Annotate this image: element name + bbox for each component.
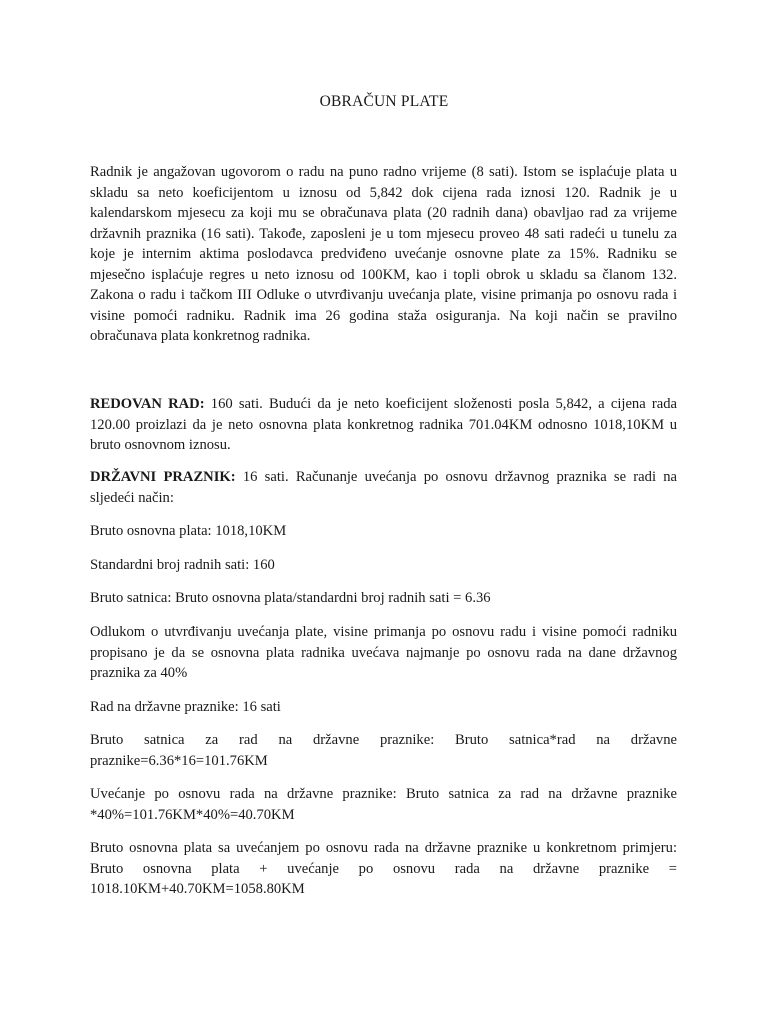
satnica-praznike-paragraph: Bruto satnica za rad na državne praznike: Bruto satnica*rad na državne praznike=6.36*16=101.76KM	[90, 732, 677, 769]
rad-na-praznike-line: Rad na državne praznike: 16 sati	[90, 699, 281, 715]
drzavni-praznik-text: 16 sati. Računanje uvećanja po osnovu državnog praznika se radi na sljedeći način:	[90, 469, 677, 506]
redovan-rad-text: 160 sati. Budući da je neto koeficijent složenosti posla 5,842, a cijena rada 120.00 proizlazi da je neto osnovna plata konkretnog radnika 701.04KM odnosno 1018,10KM u bruto osnovnom iznosu.	[90, 396, 677, 453]
drzavni-praznik-label: DRŽAVNI PRAZNIK:	[90, 469, 236, 485]
drzavni-praznik-paragraph	[90, 467, 677, 508]
uvecanje-paragraph: Uvećanje po osnovu rada na državne praznike: Bruto satnica za rad na državne praznike *40%=101.76KM*40%=40.70KM	[90, 786, 677, 823]
standardni-broj-sati-line: Standardni broj radnih sati: 160	[90, 557, 275, 573]
odluka-paragraph: Odlukom o utvrđivanju uvećanja plate, visine primanja po osnovu radu i visine pomoći radniku propisano je da se osnovna plata radnika uvećava najmanje po osnovu rada na dane državnog praznika za 40%	[90, 624, 677, 681]
redovan-rad-paragraph	[90, 394, 677, 456]
bruto-osnovna-plata-line: Bruto osnovna plata: 1018,10KM	[90, 523, 287, 539]
intro-paragraph: Radnik je angažovan ugovorom o radu na puno radno vrijeme (8 sati). Istom se isplaćuje plata u skladu sa neto koeficijentom u iznosu od 5,842 dok cijena rada iznosi 120. Radnik je u kalendarskom mjesecu za koji mu se obračunava plata (20 radnih dana) obavljao rad za vrijeme državnih praznika (16 sati). Takođe, zaposleni je u tom mjesecu proveo 48 sati radeći u tunelu za koje je internim aktima poslodavca predviđeno uvećanje osnovne plate za 15%. Radniku se mjesečno isplaćuje regres u neto iznosu od 100KM, kao i topli obrok u skladu sa članom 132. Zakona o radu i tačkom III Odluke o utvrđivanju uvećanja plate, visine primanja po osnovu rada i visine pomoći radniku. Radnik ima 26 godina staža osiguranja. Na koji način se pravilno obračunava plata konkretnog radnika.	[90, 164, 677, 344]
document-title: OBRAČUN PLATE	[319, 93, 449, 110]
bruto-satnica-line: Bruto satnica: Bruto osnovna plata/standardni broj radnih sati = 6.36	[90, 590, 491, 606]
konacna-plata-paragraph: Bruto osnovna plata sa uvećanjem po osnovu rada na državne praznike u konkretnom primjeru: Bruto osnovna plata + uvećanje po osnovu rada na državne praznike = 1018.10KM+40.70KM=1058.80KM	[90, 840, 677, 897]
redovan-rad-label: REDOVAN RAD:	[90, 396, 205, 412]
